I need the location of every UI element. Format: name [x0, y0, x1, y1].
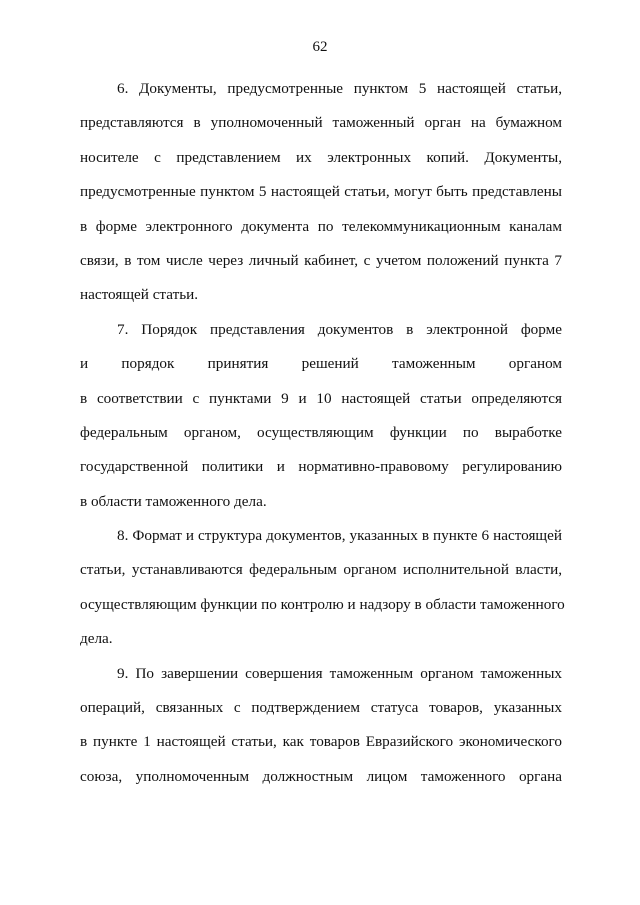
- paragraph-line: представляются в уполномоченный таможенный орган на бумажном: [80, 114, 562, 132]
- paragraph-line: в области таможенного дела.: [80, 492, 267, 510]
- paragraph-line: государственной политики и нормативно-правовому регулированию: [80, 458, 562, 476]
- paragraph-line: 8. Формат и структура документов, указанных в пункте 6 настоящей: [117, 527, 562, 545]
- paragraph-line: настоящей статьи.: [80, 286, 199, 304]
- paragraph-7: [80, 313, 562, 519]
- paragraph-9: [80, 657, 562, 795]
- paragraph-line: носителе с представлением их электронных копий. Документы,: [80, 148, 562, 166]
- paragraph-line: связи, в том числе через личный кабинет, с учетом положений пункта 7: [80, 251, 562, 269]
- page-number: 62: [312, 39, 328, 55]
- paragraph-line: операций, связанных с подтверждением статуса товаров, указанных: [80, 699, 562, 717]
- paragraph-line: 6. Документы, предусмотренные пунктом 5 настоящей статьи,: [117, 80, 562, 97]
- paragraph-line: 7. Порядок представления документов в электронной форме: [117, 320, 562, 338]
- paragraph-line: 9. По завершении совершения таможенным органом таможенных: [117, 664, 562, 682]
- paragraph-line: статьи, устанавливаются федеральным органом исполнительной власти,: [80, 561, 562, 579]
- paragraph-line: союза, уполномоченным должностным лицом таможенного органа: [80, 767, 562, 785]
- paragraph-line: осуществляющим функции по контролю и надзору в области таможенного: [80, 595, 565, 613]
- paragraph-line: в пункте 1 настоящей статьи, как товаров Евразийского экономического: [80, 733, 562, 751]
- paragraph-line: федеральным органом, осуществляющим функции по выработке: [80, 423, 562, 441]
- paragraph-line: предусмотренные пунктом 5 настоящей статьи, могут быть представлены: [80, 183, 562, 201]
- paragraph-line: дела.: [80, 630, 113, 648]
- paragraph-8: [80, 519, 565, 657]
- paragraph-line: и порядок принятия решений таможенным органом: [80, 355, 562, 373]
- document-body: [80, 72, 565, 794]
- paragraph-6: [80, 72, 562, 313]
- paragraph-line: в соответствии с пунктами 9 и 10 настоящей статьи определяются: [80, 389, 562, 407]
- paragraph-line: в форме электронного документа по телекоммуникационным каналам: [80, 217, 562, 235]
